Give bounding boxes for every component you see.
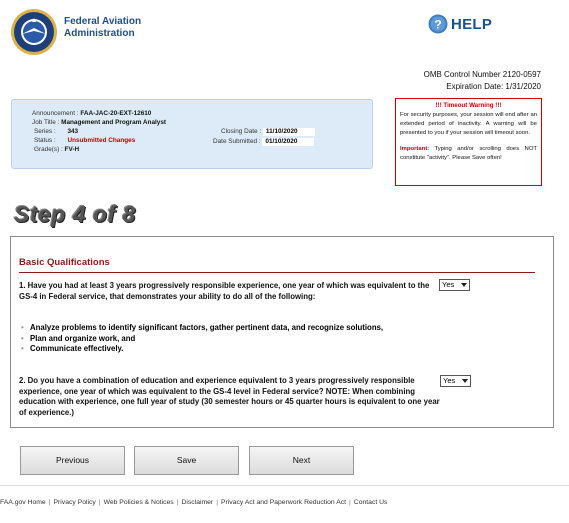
closing-date-label: Closing Date : [221, 128, 262, 135]
footer-link-disclaimer[interactable]: Disclaimer [181, 499, 214, 506]
chevron-down-icon [461, 283, 467, 287]
save-button[interactable]: Save [134, 446, 239, 475]
page-header [0, 0, 569, 64]
question-2-answer-select[interactable] [440, 375, 471, 387]
timeout-warning-box [395, 98, 542, 186]
date-submitted-row [213, 138, 314, 146]
footer-separator: | [349, 499, 351, 506]
footer-link-privacy-act[interactable]: Privacy Act and Paperwork Reduction Act [220, 499, 347, 506]
help-icon[interactable] [428, 14, 448, 34]
question-2-selected-value: Yes [443, 376, 456, 385]
timeout-warning-title: !!! Timeout Warning !!! [435, 102, 502, 109]
question-2-text: 2. Do you have a combination of education and experience equivalent to 3 years progressively responsible experience, one year of which was equivalent to the GS-4 level in Federal service? NOTE: When combining education with experience, one full year of study (30 semester hours or 45 quarter hours is equivalent to one year of experience.) [19, 376, 440, 417]
footer-divider [0, 485, 569, 486]
footer-separator: | [98, 499, 101, 506]
footer-links [0, 499, 387, 506]
basic-qualifications-panel [10, 236, 554, 428]
footer-link-privacy-policy[interactable]: Privacy Policy [53, 499, 96, 506]
announcement-row [32, 110, 151, 118]
footer-separator: | [48, 499, 51, 506]
job-title-value: Management and Program Analyst [61, 119, 167, 126]
omb-info [424, 69, 541, 93]
announcement-label: Announcement : [32, 110, 79, 117]
agency-name[interactable] [64, 16, 141, 40]
question-1-selected-value: Yes [442, 280, 455, 289]
closing-date-row [221, 128, 315, 136]
job-title-row [32, 119, 166, 127]
grade-row [34, 146, 79, 154]
date-submitted-value: 01/10/2020 [262, 138, 314, 146]
omb-control-number: OMB Control Number 2120-0597 [423, 70, 541, 79]
agency-name-line2: Administration [64, 28, 135, 39]
series-row [34, 128, 78, 136]
question-1-criteria-list [21, 323, 431, 355]
chevron-down-icon [462, 379, 468, 383]
series-value: 343 [67, 128, 79, 135]
date-submitted-label: Date Submitted : [213, 138, 261, 145]
timeout-warning-note [400, 145, 537, 163]
grade-value: FV-H [64, 146, 80, 153]
announcement-info-box [11, 99, 373, 169]
list-item: • Analyze problems to identify significant factors, gather pertinent data, and recognize solutions, [21, 323, 431, 334]
step-indicator: Step 4 of 8 [14, 201, 136, 227]
job-title-label: Job Title : [32, 119, 60, 126]
footer-link-web-policies[interactable]: Web Policies & Notices [103, 499, 174, 506]
question-1-answer-select[interactable] [439, 279, 470, 291]
series-label: Series : [34, 128, 56, 135]
timeout-warning-body: For security purposes, your session will end after an extended period of inactivity. A warning will be presented to you if your session will timeout soon. [400, 112, 537, 136]
list-item: • Plan and organize work, and [21, 334, 431, 345]
list-item: • Communicate effectively. [21, 344, 431, 355]
timeout-note-label: Important: [400, 146, 430, 152]
timeout-note-text: Typing and/or scrolling does NOT constitute "activity". Please Save often! [400, 146, 537, 161]
help-link[interactable]: HELP [451, 16, 493, 33]
announcement-value: FAA-JAC-20-EXT-12610 [80, 110, 152, 117]
section-divider [19, 272, 535, 273]
section-heading: Basic Qualifications [19, 257, 110, 268]
status-row [34, 137, 135, 145]
footer-separator: | [216, 499, 218, 506]
footer-link-faa-home[interactable]: FAA.gov Home [0, 499, 46, 506]
status-label: Status : [34, 137, 56, 144]
grade-label: Grade(s) : [34, 146, 63, 153]
faa-seal-logo[interactable] [10, 8, 58, 56]
svg-text:?: ? [434, 17, 442, 32]
next-button[interactable]: Next [249, 446, 354, 475]
footer-separator: | [176, 499, 179, 506]
previous-button[interactable]: Previous [20, 446, 125, 475]
omb-expiration-date: Expiration Date: 1/31/2020 [446, 82, 541, 91]
footer-link-contact-us[interactable]: Contact Us [353, 499, 388, 506]
status-value: Unsubmitted Changes [67, 137, 136, 144]
agency-name-line1: Federal Aviation [64, 16, 142, 27]
question-1-text: 1. Have you had at least 3 years progressively responsible experience, one year of which was equivalent to the GS-4 in Federal service, that demonstrates your ability to do all of the following: [19, 281, 430, 301]
closing-date-value: 11/10/2020 [263, 128, 315, 136]
